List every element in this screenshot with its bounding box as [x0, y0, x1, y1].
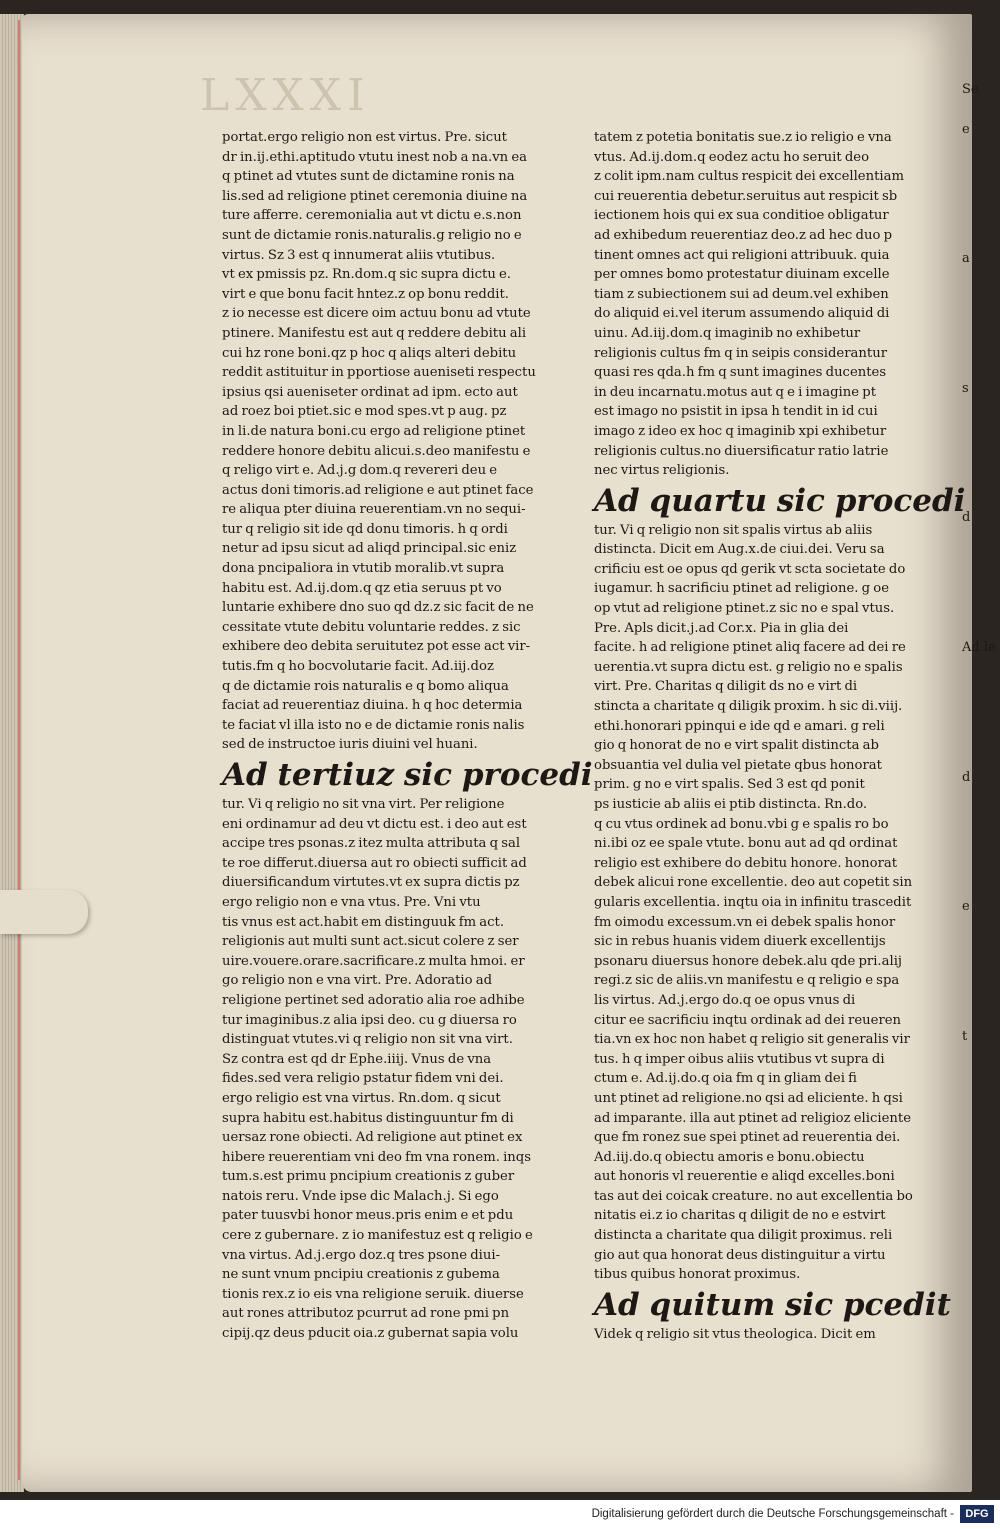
text-line: tinent omnes act qui religioni attribuuk. quia: [594, 247, 890, 263]
text-line: ethi.honorari ppinqui e ide qd e amari. g reli: [594, 718, 885, 734]
text-line: habitu est. Ad.ij.dom.q qz etia seruus pt vo: [222, 580, 502, 596]
text-line: distincta a charitate qua diligit proximus. reli: [594, 1228, 893, 1244]
text-line: sic in rebus huanis videm diuerk excellentijs: [594, 934, 886, 950]
text-line: prim. g no e virt spalis. Sed 3 est qd ponit: [594, 777, 865, 793]
text-line: z io necesse est dicere oim actuu bonu ad vtute: [222, 306, 531, 322]
text-line: que fm ronez sue spei ptinet ad reuerentia dei.: [594, 1130, 901, 1146]
text-line: te faciat vl illa isto no e de dictamie ronis nalis: [222, 717, 525, 733]
text-line: per omnes bomo protestatur diuinam excelle: [594, 267, 890, 283]
text-line: religione pertinet sed adoratio alia roe adhibe: [222, 992, 525, 1008]
text-line: hibere reuerentiam vni deo fm vna ronem. inqs: [222, 1149, 531, 1165]
page-edges: [0, 14, 24, 1492]
book-clip-tab: [0, 890, 88, 934]
text-line: q de dictamie rois naturalis e q bomo aliqua: [222, 678, 509, 694]
text-line: lis virtus. Ad.j.ergo do.q oe opus vnus di: [594, 992, 856, 1008]
text-line: tia.vn ex hoc non habet q religio sit generalis vir: [594, 1032, 910, 1048]
text-line: fm oimodu excessum.vn ei debek spalis honor: [594, 914, 896, 930]
text-line: crificiu est oe opus qd gerik vt scta societate do: [594, 561, 906, 577]
text-line: psonaru diuersus honore debek.alu qde pri.alij: [594, 953, 903, 969]
text-line: uinu. Ad.iij.dom.q imaginib no exhibetur: [594, 325, 861, 341]
right-text-block-a: [594, 128, 959, 481]
text-line: gularis excellentia. inqtu oia in infinitu trascedit: [594, 894, 912, 910]
text-line: reddit astituitur in pportiose aueniseti respectu: [222, 365, 536, 381]
text-line: netur ad ipsu sicut ad aliqd principal.sic eniz: [222, 541, 517, 557]
text-line: re aliqua pter diuina reuerentiam.vn no sequi-: [222, 502, 526, 518]
text-line: dr in.ij.ethi.aptitudo vtutu inest nob a na.vn ea: [222, 149, 528, 165]
text-line: nitatis ei.z io charitas q diligit de no e estvirt: [594, 1208, 886, 1224]
text-line: op vtut ad religione ptinet.z sic no e spal vtus.: [594, 601, 895, 617]
text-line: cui reuerentia debetur.seruitus aut respicit sb: [594, 188, 898, 204]
text-line: do aliquid ei.vel iterum assumendo aliquid di: [594, 306, 890, 322]
text-line: quasi res qda.h fm q sunt imagines ducentes: [594, 365, 887, 381]
text-line: facite. h ad religione ptinet aliq facere ad dei re: [594, 640, 906, 656]
text-line: q religo virt e. Ad.j.g dom.q revereri deu e: [222, 463, 498, 479]
text-line: tum.s.est primu pncipium creationis z guber: [222, 1169, 515, 1185]
text-line: Videk q religio sit vtus theologica. Dicit em: [594, 1326, 876, 1342]
text-line: religio est exhibere do debitu honore. honorat: [594, 855, 898, 871]
next-page-glyph: s: [962, 380, 969, 396]
text-line: ne sunt vnum pncipiu creationis z gubema: [222, 1267, 500, 1283]
text-line: virtus. Sz 3 est q innumerat aliis vtutibus.: [222, 247, 496, 263]
text-line: ergo religio est vna virtus. Rn.dom. q sicut: [222, 1090, 501, 1106]
right-column: [594, 128, 966, 1344]
text-line: te roe differut.diuersa aut ro obiecti sufficit ad: [222, 855, 527, 871]
text-line: exhibere deo debita seruitutez pot esse act vir-: [222, 639, 531, 655]
running-head-bleed: LXXXI: [200, 70, 371, 121]
text-line: aut honoris vl reuerentie e aliqd excelles.boni: [594, 1169, 895, 1185]
text-line: tibus quibus honorat proximus.: [594, 1267, 801, 1283]
text-line: ture afferre. ceremonialia aut vt dictu e.s.non: [222, 208, 522, 224]
left-text-block-a: [222, 128, 587, 755]
text-line: sunt de dictamie ronis.naturalis.g religio no e: [222, 227, 522, 243]
text-line: ni.ibi oz ee spale vtute. bonu aut ad qd ordinat: [594, 836, 898, 852]
text-line: tatem z potetia bonitatis sue.z io religio e vna: [594, 130, 892, 145]
text-line: vt ex pmissis pz. Rn.dom.q sic supra dictu e.: [222, 267, 512, 283]
text-line: ad exhibedum reuerentiaz deo.z ad hec duo p: [594, 227, 893, 243]
text-line: vna virtus. Ad.j.ergo doz.q tres psone diui-: [222, 1247, 501, 1263]
text-line: aut rones attributoz pcurrut ad rone pmi pn: [222, 1306, 510, 1322]
section-heading-quintum: Ad quitum sic pcedit: [594, 1286, 951, 1323]
text-line: est imago no psistit in ipsa h tendit in id cui: [594, 404, 878, 420]
text-line: supra habitu est.habitus distinguuntur fm di: [222, 1110, 514, 1126]
text-line: tiam z subiectionem sui ad deum.vel exhiben: [594, 286, 889, 302]
text-line: sed de instructoe iuris diuini vel huani.: [222, 737, 478, 753]
text-line: religionis cultus.no diuersificatur ratio latrie: [594, 443, 889, 459]
text-line: religionis cultus fm q in seipis considerantur: [594, 345, 887, 361]
text-line: distincta. Dicit em Aug.x.de ciui.dei. Veru sa: [594, 542, 885, 558]
text-line: gio aut qua honorat deus distinguitur a virtu: [594, 1247, 886, 1263]
left-text-block-b: [222, 795, 587, 1344]
text-line: eni ordinamur ad deu vt dictu est. i deo aut est: [222, 816, 527, 832]
text-line: gio q honorat de no e virt spalit distincta ab: [594, 738, 879, 754]
text-line: in deu incarnatu.motus aut q e i imagine pt: [594, 384, 876, 400]
text-line: tutis.fm q ho bocvolutarie facit. Ad.iij.doz: [222, 659, 494, 675]
text-line: reddere honore debitu alicui.s.deo manifestu e: [222, 443, 531, 459]
text-line: Ad.iij.do.q obiectu amoris e bonu.obiectu: [594, 1149, 865, 1165]
text-line: go religio non e vna virt. Pre. Adoratio ad: [222, 973, 493, 989]
text-line: z colit ipm.nam cultus respicit dei excellentiam: [594, 169, 904, 185]
footer-bar: [0, 1500, 1000, 1529]
text-line: Sz contra est qd dr Ephe.iiij. Vnus de vna: [222, 1051, 492, 1067]
text-line: tas aut dei coicak creature. no aut excellentia bo: [594, 1188, 913, 1204]
text-line: vtus. Ad.ij.dom.q eodez actu ho seruit deo: [594, 149, 870, 165]
text-line: faciat ad reuerentiaz diuina. h q hoc determia: [222, 698, 523, 714]
text-line: accipe tres psonas.z itez multa attributa q sal: [222, 836, 521, 852]
text-line: uire.vouere.orare.sacrificare.z multa hmoi. er: [222, 953, 525, 969]
text-line: dona pncipaliora in vtutib moralib.vt supra: [222, 561, 505, 577]
next-page-fragment: [962, 80, 1000, 1460]
left-column: [222, 128, 593, 1344]
text-line: tur imaginibus.z alia ipsi deo. cu g diuersa ro: [222, 1012, 517, 1028]
text-line: virt. Pre. Charitas q diligit ds no e virt di: [594, 679, 858, 695]
text-line: cere z gubernare. z io manifestuz est q religio e: [222, 1228, 533, 1244]
next-page-glyph: a: [962, 251, 970, 267]
text-line: citur ee sacrificiu inqtu ordinak ad dei reueren: [594, 1012, 902, 1028]
red-edge-stain: [18, 20, 20, 1480]
text-line: q cu vtus ordinek ad bonu.vbi g e spalis ro bo: [594, 816, 889, 832]
text-line: tionis rex.z io eis vna religione seruik. diuerse: [222, 1286, 524, 1302]
text-line: Pre. Apls dicit.j.ad Cor.x. Pia in glia dei: [594, 620, 849, 636]
text-line: imago z ideo ex hoc q imaginib xpi exhibetur: [594, 423, 887, 439]
text-line: iugamur. h sacrificiu ptinet ad religione. g oe: [594, 581, 890, 597]
text-line: nec virtus religionis.: [594, 463, 730, 479]
next-page-glyph: t: [962, 1028, 968, 1044]
text-line: unt ptinet ad religione.no qsi ad eliciente. h qsi: [594, 1090, 903, 1106]
right-text-block-c: [594, 1325, 959, 1345]
section-heading-tertium: Ad tertiuz sic procedi: [222, 757, 593, 793]
right-text-block-b: [594, 521, 959, 1285]
text-line: ps iusticie ab aliis ei ptib distincta. Rn.do.: [594, 797, 868, 812]
text-line: lis.sed ad religione ptinet ceremonia diuine na: [222, 188, 528, 204]
text-line: fides.sed vera religio pstatur fidem vni dei.: [222, 1071, 504, 1087]
text-line: ptinere. Manifestu est aut q reddere debitu ali: [222, 325, 527, 341]
text-line: tus. h q imper oibus aliis vtutibus vt supra di: [594, 1051, 885, 1067]
text-line: tis vnus est act.habit em distinguuk fm act.: [222, 914, 505, 930]
text-line: pater tuusvbi honor meus.pris enim e et pdu: [222, 1208, 514, 1224]
text-line: uersaz rone obiecti. Ad religione aut ptinet ex: [222, 1130, 523, 1146]
text-line: portat.ergo religio non est virtus. Pre. sicut: [222, 130, 507, 145]
next-page-glyph: e: [962, 121, 970, 137]
text-line: natois reru. Vnde ipse dic Malach.j. Si ego: [222, 1188, 499, 1204]
text-line: tur q religio sit ide qd donu timoris. h q ordi: [222, 521, 508, 537]
text-line: iectionem hois qui ex sua conditioe obligatur: [594, 208, 889, 224]
text-line: cessitate vtute debitu voluntarie reddes. z sic: [222, 619, 521, 635]
next-page-glyph: Ad le: [962, 639, 996, 655]
text-line: luntarie exhibere dno suo qd dz.z sic facit de ne: [222, 600, 534, 616]
text-line: ergo religio non e vna vtus. Pre. Vni vtu: [222, 894, 481, 910]
text-line: regi.z sic de aliis.vn manifestu e q religio e spa: [594, 973, 900, 989]
text-line: cui hz rone boni.qz p hoc q aliqs alteri debitu: [222, 345, 517, 361]
text-line: obsuantia vel dulia vel pietate qbus honorat: [594, 757, 882, 773]
next-page-glyph: d: [962, 769, 971, 785]
text-line: virt e que bonu facit hntez.z op bonu reddit.: [222, 286, 509, 302]
text-line: diuersificandum virtutes.vt ex supra dictis pz: [222, 875, 520, 891]
next-page-glyph: d: [962, 510, 971, 526]
funding-notice: Digitalisierung gefördert durch die Deutsche Forschungsgemeinschaft -: [591, 1508, 954, 1520]
text-line: debek alicui rone excellentie. deo aut copetit sin: [594, 875, 913, 891]
text-line: stincta a charitate q diligik proxim. h sic di.viij.: [594, 699, 903, 715]
text-line: ad imparante. illa aut ptinet ad religioz eliciente: [594, 1110, 911, 1126]
text-line: ad roez boi ptiet.sic e mod spes.vt p aug. pz: [222, 404, 507, 420]
text-line: q ptinet ad vtutes sunt de dictamine ronis na: [222, 169, 515, 185]
text-line: uerentia.vt supra dictu est. g religio no e spalis: [594, 659, 903, 675]
text-line: religionis aut multi sunt act.sicut colere z ser: [222, 934, 519, 950]
text-line: tur. Vi q religio no sit vna virt. Per religione: [222, 797, 505, 812]
next-page-glyph: e: [962, 899, 970, 915]
text-line: cipij.qz deus pducit oia.z gubernat sapia volu: [222, 1326, 519, 1342]
section-heading-quartum: Ad quartu sic procedi: [594, 482, 966, 519]
text-line: in li.de natura boni.cu ergo ad religione ptinet: [222, 423, 526, 439]
text-line: ipsius qsi aueniseter ordinat ad ipm. ecto aut: [222, 384, 518, 400]
text-line: distinguat vtutes.vi q religio non sit vna virt.: [222, 1032, 513, 1048]
next-page-glyph: Se: [962, 82, 979, 97]
text-line: tur. Vi q religio non sit spalis virtus ab aliis: [594, 522, 873, 538]
dfg-logo: DFG: [960, 1505, 994, 1523]
text-line: ctum e. Ad.ij.do.q oia fm q in gliam dei fi: [594, 1071, 857, 1087]
text-line: actus doni timoris.ad religione e aut ptinet face: [222, 482, 534, 498]
